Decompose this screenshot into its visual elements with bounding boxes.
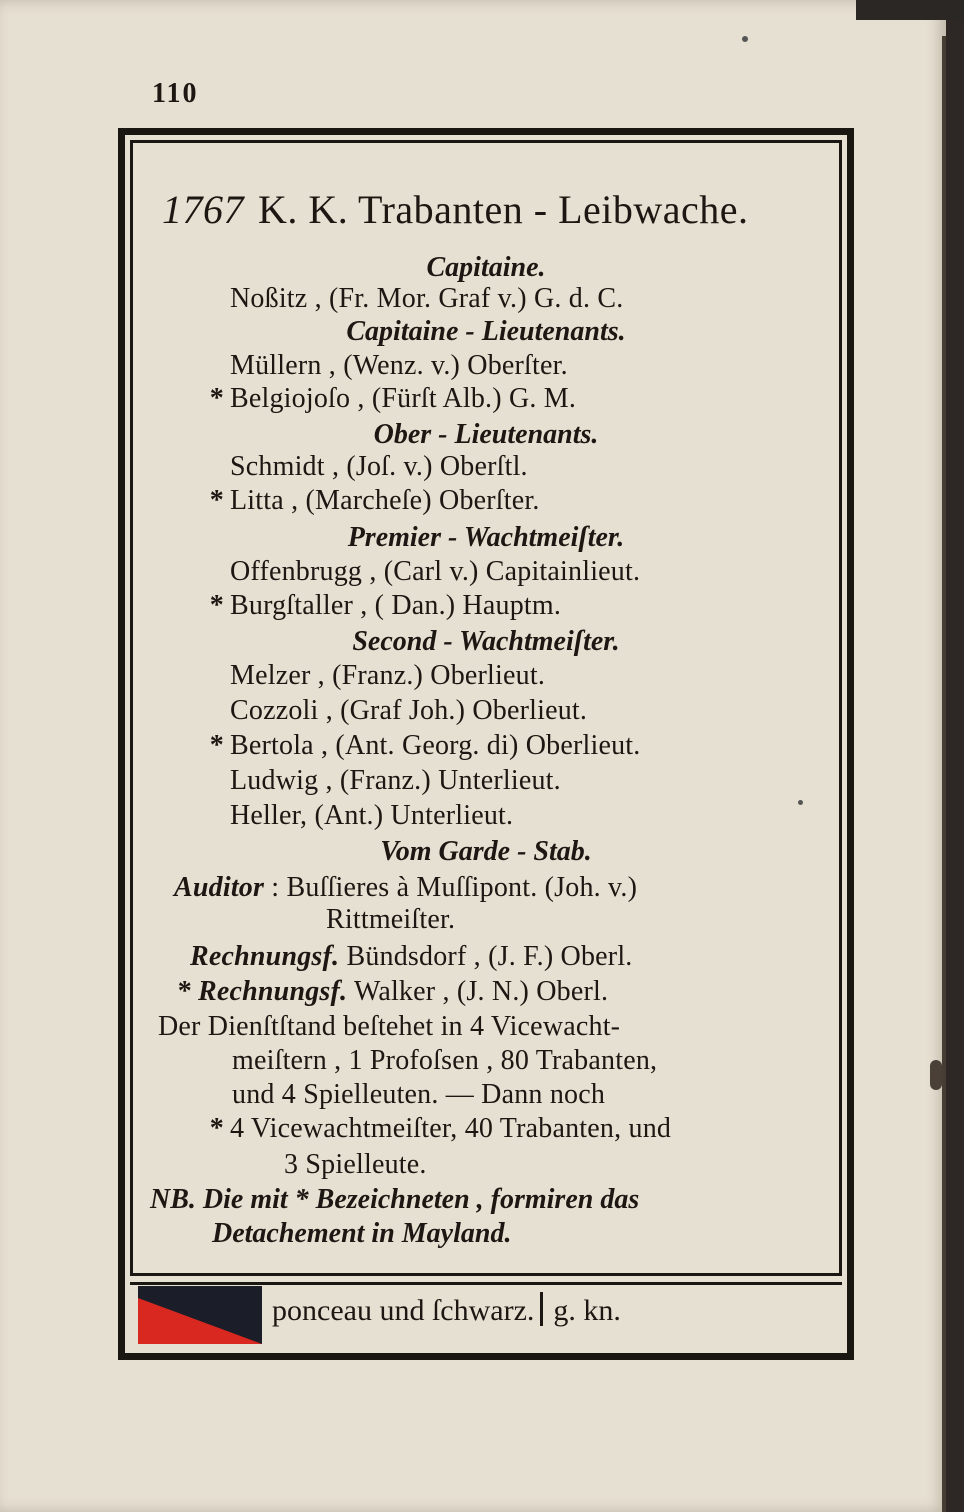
personnel-entry: Offenbrugg , (Carl v.) Capitainlieut. xyxy=(230,556,641,587)
rank-heading: Second - Wachtmeiſter. xyxy=(352,626,620,657)
separator-bar xyxy=(540,1292,543,1326)
rechnungsfuehrer-entry: Rechnungsf. Bündsdorf , (J. F.) Oberl. xyxy=(190,941,633,972)
auditor-entry: Auditor : Buſſieres à Muſſipont. (Joh. v.) xyxy=(174,872,638,903)
page-edge-mark xyxy=(930,1060,942,1090)
personnel-entry: Heller, (Ant.) Unterlieut. xyxy=(230,800,514,831)
auditor-continuation: Rittmeiſter. xyxy=(326,904,456,935)
scan-corner xyxy=(856,0,964,20)
nb-note-continuation: Detachement in Mayland. xyxy=(212,1218,512,1249)
uniform-colors-text xyxy=(272,1292,621,1328)
personnel-entry: Cozzoli , (Graf Joh.) Oberlieut. xyxy=(230,695,588,726)
title-text: K. K. Trabanten - Leibwache. xyxy=(258,187,749,232)
personnel-entry: Melzer , (Franz.) Oberlieut. xyxy=(230,660,546,691)
uniform-color-swatch xyxy=(138,1286,262,1344)
title-year: 1767 xyxy=(162,187,244,232)
personnel-entry: Noßitz , (Fr. Mor. Graf v.) G. d. C. xyxy=(230,283,624,314)
personnel-entry: Ludwig , (Franz.) Unterlieut. xyxy=(230,765,561,796)
personnel-entry: * Bertola , (Ant. Georg. di) Oberlieut. xyxy=(209,730,641,761)
rank-heading: Vom Garde - Stab. xyxy=(380,836,592,867)
page-edge-line xyxy=(942,36,946,1512)
book-spine xyxy=(946,0,964,1512)
paragraph-line: 3 Spielleute. xyxy=(284,1149,427,1180)
rechnungsfuehrer-entry: * Rechnungsf. Walker , (J. N.) Oberl. xyxy=(177,976,609,1007)
personnel-entry: Müllern , (Wenz. v.) Oberſter. xyxy=(230,350,568,381)
register-content xyxy=(140,186,832,1266)
uniform-buttons: g. kn. xyxy=(553,1294,621,1327)
personnel-entry: * Litta , (Marcheſe) Oberſter. xyxy=(209,485,540,516)
personnel-entry: Schmidt , (Joſ. v.) Oberſtl. xyxy=(230,451,528,482)
rank-heading: Capitaine - Lieutenants. xyxy=(346,316,626,347)
paragraph-line: * 4 Vicewachtmeiſter, 40 Trabanten, und xyxy=(209,1113,672,1144)
personnel-entry: * Burgſtaller , ( Dan.) Hauptm. xyxy=(209,590,562,621)
personnel-entry: * Belgiojoſo , (Fürſt Alb.) G. M. xyxy=(209,383,577,414)
paragraph-line: meiſtern , 1 Profoſsen , 80 Trabanten, xyxy=(232,1045,658,1076)
page-number: 110 xyxy=(152,78,199,109)
rank-heading: Ober - Lieutenants. xyxy=(373,419,599,450)
uniform-colors: ponceau und ſchwarz. xyxy=(272,1294,535,1327)
rank-heading: Capitaine. xyxy=(426,252,546,283)
paragraph-line: Der Dienſtſtand beſtehet in 4 Vicewacht- xyxy=(158,1011,621,1042)
page-title xyxy=(162,186,749,233)
nb-note: NB. Die mit * Bezeichneten , formiren das xyxy=(150,1184,640,1215)
paragraph-line: und 4 Spielleuten. — Dann noch xyxy=(232,1079,606,1110)
dust-speck xyxy=(742,36,748,42)
rank-heading: Premier - Wachtmeiſter. xyxy=(347,522,625,553)
